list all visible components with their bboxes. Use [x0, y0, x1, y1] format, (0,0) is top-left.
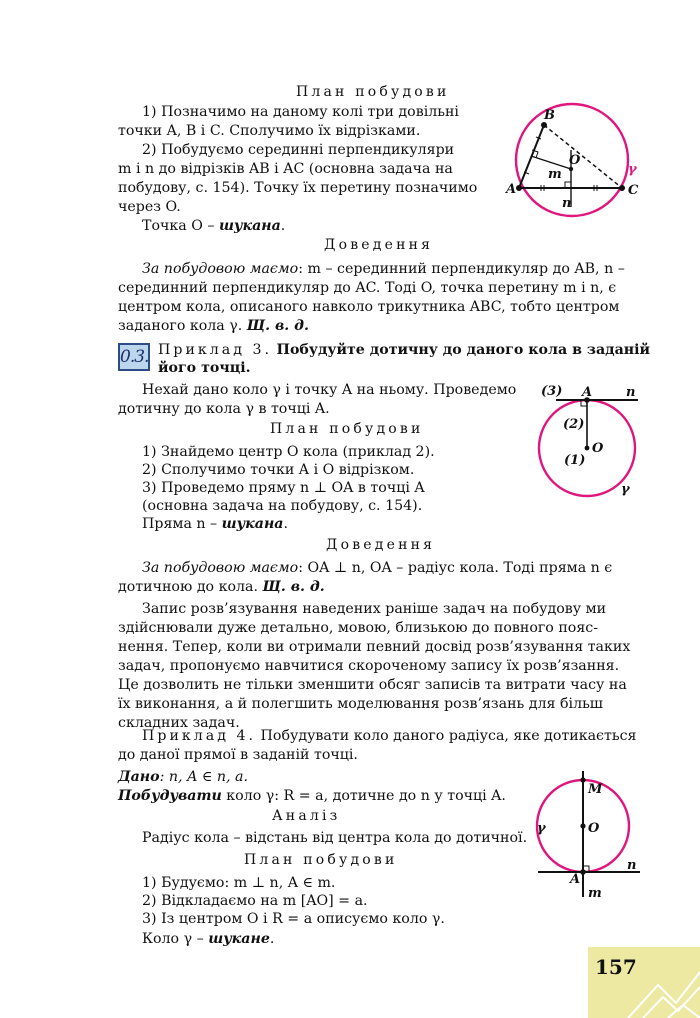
paragraph-line: Запис розв’язування наведених раніше задач на побудову ми [142, 601, 607, 617]
ex2-plan-line: 2) Побудуємо серединні перпендикуляри [142, 142, 455, 158]
ex4-plan-line: 2) Відкладаємо на m [AO] = a. [142, 893, 368, 909]
ex4-build: Побудувати коло γ: R = a, дотичне до n у точці A. [118, 788, 506, 804]
ex3-plan-line: (основна задача на побудову, с. 154). [142, 498, 423, 514]
fig3-label-m-line: m [588, 886, 602, 901]
ex2-plan-conclusion: Точка O – шукана. [142, 218, 286, 234]
fig1-label-b: B [544, 108, 555, 123]
paragraph-line: здійснювали дуже детально, мовою, близькою до повного пояс- [118, 620, 599, 636]
ex2-proof-line: заданого кола γ. Щ. в. д. [118, 318, 309, 334]
fig2-step-3: (3) [541, 384, 563, 399]
ex3-task-line: Приклад 3. Побудуйте дотичну до даного кола в заданій [158, 342, 651, 358]
fig2-label-gamma: γ [621, 482, 630, 497]
ex2-proof-line: За побудовою маємо: m – серединний перпендикуляр до AB, n – [142, 261, 625, 277]
fig1-label-c: C [628, 183, 639, 198]
analysis-heading: Аналіз [272, 808, 341, 824]
ex4-given: Дано: n, A ∈ n, a. [118, 769, 248, 785]
ex2-plan-line: через O. [118, 199, 181, 215]
paragraph-line: їх виконання, а й полегшить моделювання розв’язань для більш [118, 696, 604, 712]
ex4-plan-line: 1) Будуємо: m ⊥ n, A ∈ m. [142, 875, 336, 891]
plan-heading-3: План побудови [244, 852, 398, 868]
ex2-proof-line: центром кола, описаного навколо трикутника ABC, тобто центром [118, 299, 620, 315]
ex3-proof-line: За побудовою маємо: OA ⊥ n, OA – радіус кола. Тоді пряма n є [142, 560, 613, 576]
fig1-label-o: O [569, 153, 581, 168]
plan-heading-1: План побудови [296, 84, 450, 100]
fig2-label-o: O [592, 441, 604, 456]
paragraph-line: задач, пропонуємо навчитися скороченому запису їх розв’язання. [118, 658, 620, 674]
proof-heading-1: Доведення [324, 237, 434, 253]
ex4-task-line: до даної прямої в заданій точці. [118, 747, 358, 763]
ex4-plan-conclusion: Коло γ – шукане. [142, 931, 275, 947]
fig1-label-n: n [562, 196, 572, 211]
ex2-plan-line: побудову, с. 154). Точку їх перетину позначимо [118, 180, 478, 196]
proof-heading-2: Доведення [326, 537, 436, 553]
ex4-analysis: Радіус кола – відстань від центра кола до дотичної. [142, 830, 528, 846]
ex2-plan-line: точки A, B і C. Сполучимо їх відрізками. [118, 123, 421, 139]
fig3-label-n: n [627, 858, 637, 873]
fig2-label-n: n [626, 385, 636, 400]
ex2-plan-line: m і n до відрізків AB і AC (основна задача на [118, 161, 453, 177]
fig1-label-a: A [506, 182, 517, 197]
ex4-task-line: Приклад 4. Побудувати коло даного радіуса, яке дотикається [142, 728, 637, 744]
ex3-plan-conclusion: Пряма n – шукана. [142, 516, 289, 532]
ex3-intro-line: Нехай дано коло γ і точку A на ньому. Проведемо [142, 382, 517, 398]
fig3-label-a: A [570, 872, 581, 887]
paragraph-line: нення. Тепер, коли ви отримали певний досвід розв’язування таких [118, 639, 631, 655]
ex3-plan-line: 3) Проведемо пряму n ⊥ OA в точці A [142, 480, 425, 496]
ex3-proof-line: дотичною до кола. Щ. в. д. [118, 579, 325, 595]
ex2-plan-line: 1) Позначимо на даному колі три довільні [142, 104, 459, 120]
ex3-task-line: його точці. [158, 360, 251, 376]
fig2-step-2: (2) [563, 417, 585, 432]
fig1-label-gamma: γ [628, 162, 637, 177]
ex3-plan-line: 1) Знайдемо центр O кола (приклад 2). [142, 444, 435, 460]
exercise-badge: 0.3. [118, 343, 150, 371]
ex2-proof-line: серединний перпендикуляр до AC. Тоді O, точка перетину m і n, є [118, 280, 617, 296]
fig3-label-o: O [588, 821, 600, 836]
fig3-label-gamma: γ [537, 821, 546, 836]
ex3-plan-line: 2) Сполучимо точки A і O відрізком. [142, 462, 415, 478]
fig2-label-a: A [582, 385, 593, 400]
ex3-intro-line: дотичну до кола γ в точці A. [118, 401, 330, 417]
paragraph-line: Це дозволить не тільки зменшити обсяг записів та витрати часу на [118, 677, 627, 693]
plan-heading-2: План побудови [270, 421, 424, 437]
fig1-label-m: m [548, 167, 562, 182]
page-number: 157 [595, 955, 637, 979]
fig2-step-1: (1) [564, 453, 586, 468]
ex4-plan-line: 3) Із центром O і R = a описуємо коло γ. [142, 911, 445, 927]
fig3-label-m-point: M [588, 782, 603, 797]
paragraph-line: складних задач. [118, 715, 240, 731]
